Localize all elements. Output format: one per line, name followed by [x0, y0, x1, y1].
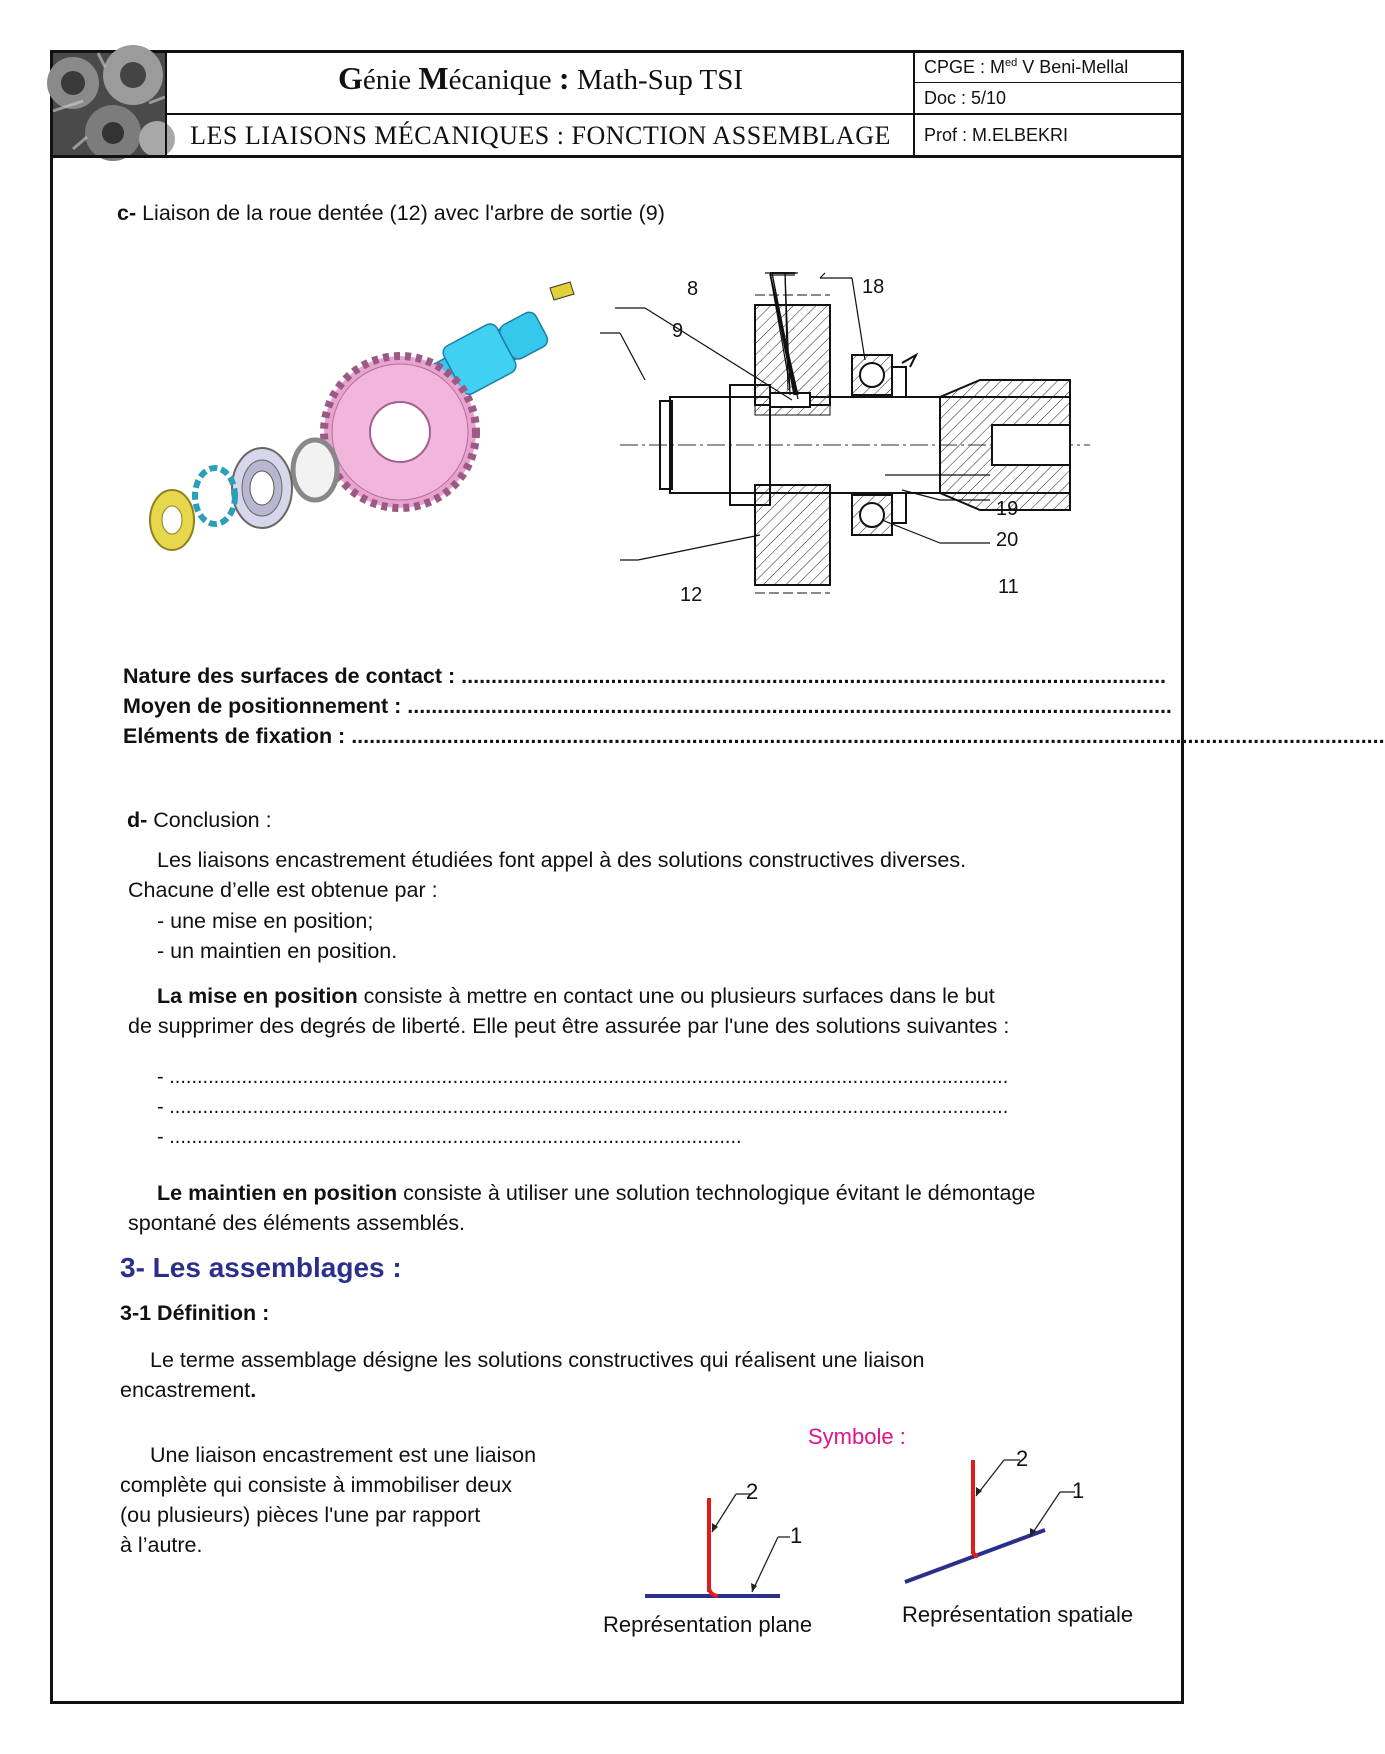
prof-name: Prof : M.ELBEKRI: [924, 125, 1069, 145]
blank-line: - .......................................................................................................................................................: [157, 1066, 1009, 1088]
question-positionnement: Moyen de positionnement : ................................................................................................................................: [123, 694, 1172, 718]
symbol-plane-label-2: 2: [746, 1479, 759, 1504]
question-surface-contact: Nature des surfaces de contact : ......................................................................................................................: [123, 664, 1167, 688]
header-divider-mid: [165, 113, 1184, 115]
symbol-spatial-representation: [900, 1442, 1090, 1592]
drawing-label-20: 20: [996, 529, 1019, 551]
header-divider-right: [913, 50, 915, 155]
section-d-heading: d- Conclusion :: [127, 808, 272, 832]
drawing-label-11: 11: [998, 576, 1019, 598]
definition-line-1: Le terme assemblage désigne les solutions constructives qui réalisent une liaison: [150, 1348, 925, 1372]
conclusion-line-1: Les liaisons encastrement étudiées font appel à des solutions constructives diverses.: [157, 848, 967, 872]
symbol-spatial-label-2: 2: [1016, 1446, 1029, 1471]
mise-en-position-line-1: La mise en position consiste à mettre en contact une ou plusieurs surfaces dans le but: [157, 984, 995, 1008]
drawing-label-18: 18: [862, 276, 885, 298]
mise-en-position-line-2: de supprimer des degrés de liberté. Elle peut être assurée par l'une des solutions suivantes :: [128, 1014, 1010, 1038]
conclusion-item-1: - une mise en position;: [157, 909, 374, 933]
school-label: CPGE : $M^{ed}$ V Beni-Mellal: [924, 57, 1129, 77]
header-divider-left: [165, 50, 167, 155]
symbole-title: Symbole :: [808, 1424, 906, 1449]
ball-bearing: [232, 448, 292, 528]
caption-spatial: Représentation spatiale: [902, 1602, 1134, 1627]
definition-line-2: encastrement.: [120, 1378, 257, 1402]
blank-line: - .......................................................................................................................................................: [157, 1096, 1009, 1118]
key-part: [550, 282, 574, 300]
document-title: Génie Mécanique : Math-Sup TSI: [337, 60, 744, 96]
key-section: [770, 393, 810, 407]
gear-section-bottom: [755, 485, 830, 585]
doc-number: Doc : 5/10: [924, 88, 1007, 108]
drawing-label-19: 19: [996, 498, 1019, 520]
drawing-label-12: 12: [680, 584, 703, 606]
drawing-label-8: 8: [687, 278, 699, 300]
symbol-spatial-label-1: 1: [1072, 1478, 1085, 1503]
toothed-wheel: [324, 356, 476, 508]
liaison-text-line: à l’autre.: [120, 1533, 203, 1557]
header-divider-bottom: [50, 155, 1184, 158]
gears-logo: [53, 53, 165, 155]
section-3-title: 3- Les assemblages :: [120, 1252, 402, 1283]
drawing-label-9: 9: [672, 320, 684, 342]
subsection-3-1-title: 3-1 Définition :: [120, 1301, 270, 1325]
maintien-line-2: spontané des éléments assemblés.: [128, 1211, 466, 1235]
spacer-ring: [293, 440, 337, 500]
liaison-text-line: Une liaison encastrement est une liaison: [150, 1443, 537, 1467]
liaison-text-line: (ou plusieurs) pièces l'une par rapport: [120, 1503, 481, 1527]
document-subtitle: LES LIAISONS MÉCANIQUES : FONCTION ASSEMBLAGE: [190, 121, 891, 150]
section-c-heading: c- Liaison de la roue dentée (12) avec l'arbre de sortie (9): [117, 201, 665, 225]
lock-nut: [150, 490, 194, 550]
caption-plane: Représentation plane: [603, 1612, 813, 1637]
tab-washer: [195, 468, 235, 524]
maintien-line-1: Le maintien en position consiste à utiliser une solution technologique évitant le démontage: [157, 1181, 1036, 1205]
conclusion-item-2: - un maintien en position.: [157, 939, 398, 963]
question-fixation: Eléments de fixation : .............................................................................................................................................................................: [123, 724, 1385, 748]
cross-section-drawing: [620, 275, 1100, 605]
exploded-view-illustration: [150, 270, 630, 610]
header-meta-divider: [913, 82, 1184, 83]
liaison-text-line: complète qui consiste à immobiliser deux: [120, 1473, 512, 1497]
blank-line: - .......................................................................................................: [157, 1126, 742, 1148]
conclusion-line-2: Chacune d’elle est obtenue par :: [128, 878, 438, 902]
symbol-plane-label-1: 1: [790, 1523, 803, 1548]
symbol-plane-representation: [640, 1480, 803, 1610]
